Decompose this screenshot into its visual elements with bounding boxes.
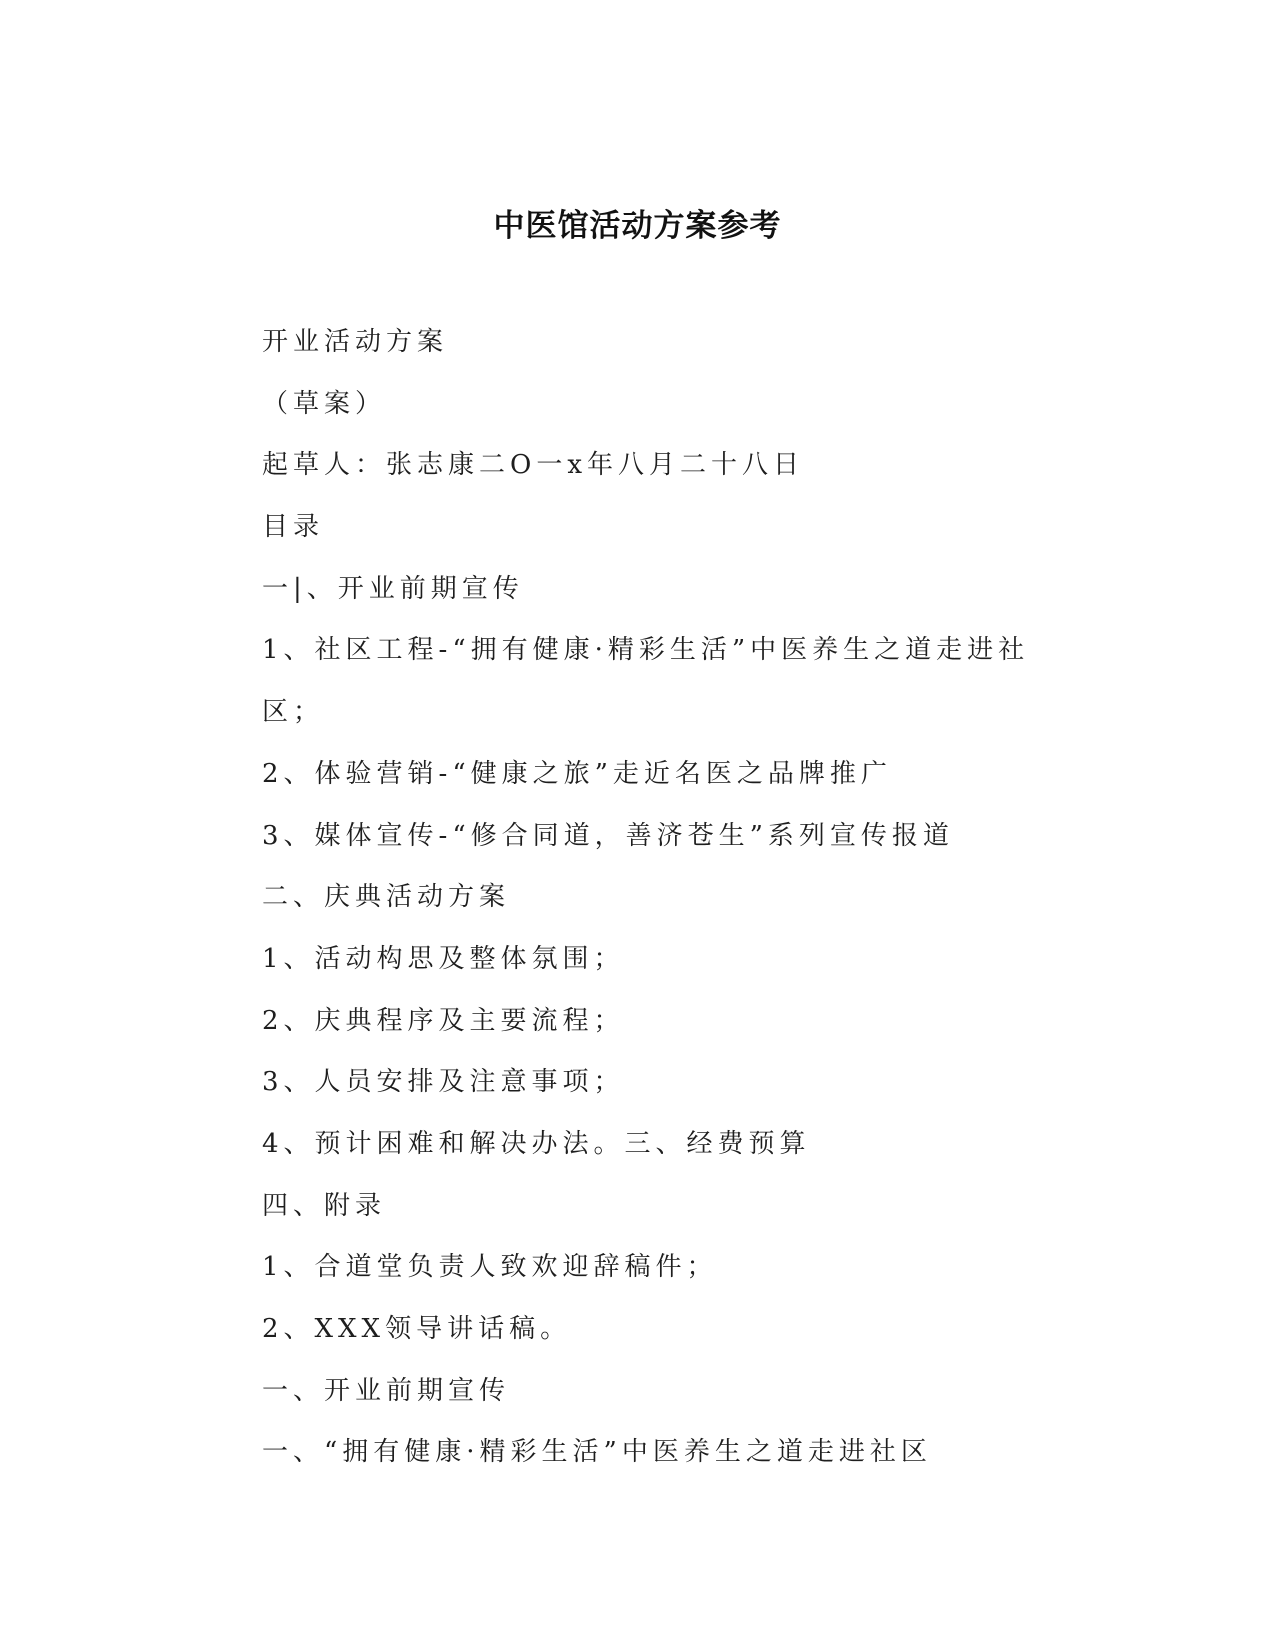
toc-heading: 目录 <box>262 512 325 543</box>
toc-item: 1、社区工程-“拥有健康·精彩生活”中医养生之道走进社 <box>262 635 1030 666</box>
toc-section-4: 四、附录 <box>262 1190 387 1221</box>
draft-note: （草案） <box>262 388 387 419</box>
toc-section-1: 一|、开业前期宣传 <box>262 573 524 604</box>
toc-item: 2、体验营销-“健康之旅”走近名医之品牌推广 <box>262 758 892 789</box>
toc-item: 3、人员安排及注意事项； <box>262 1067 625 1098</box>
toc-item-continued: 区； <box>262 697 325 728</box>
author-date-line: 起草人：张志康二O一x年八月二十八日 <box>262 450 804 481</box>
toc-item: 4、预计困难和解决办法。三、经费预算 <box>262 1128 811 1159</box>
toc-item: 2、庆典程序及主要流程； <box>262 1005 625 1036</box>
document-title: 中医馆活动方案参考 <box>493 208 782 244</box>
document-body <box>262 322 1030 1494</box>
toc-item: 1、合道堂负责人致欢迎辞稿件； <box>262 1252 718 1283</box>
toc-section-2: 二、庆典活动方案 <box>262 882 511 913</box>
toc-item: 2、XXX领导讲话稿。 <box>262 1314 572 1344</box>
toc-item: 1、活动构思及整体氛围； <box>262 943 625 974</box>
subsection-heading: 一、“拥有健康·精彩生活”中医养生之道走进社区 <box>262 1437 932 1468</box>
heading-opening-plan: 开业活动方案 <box>262 327 449 357</box>
section-heading: 一、开业前期宣传 <box>262 1375 511 1406</box>
toc-item: 3、媒体宣传-“修合同道，善济苍生”系列宣传报道 <box>262 820 954 851</box>
